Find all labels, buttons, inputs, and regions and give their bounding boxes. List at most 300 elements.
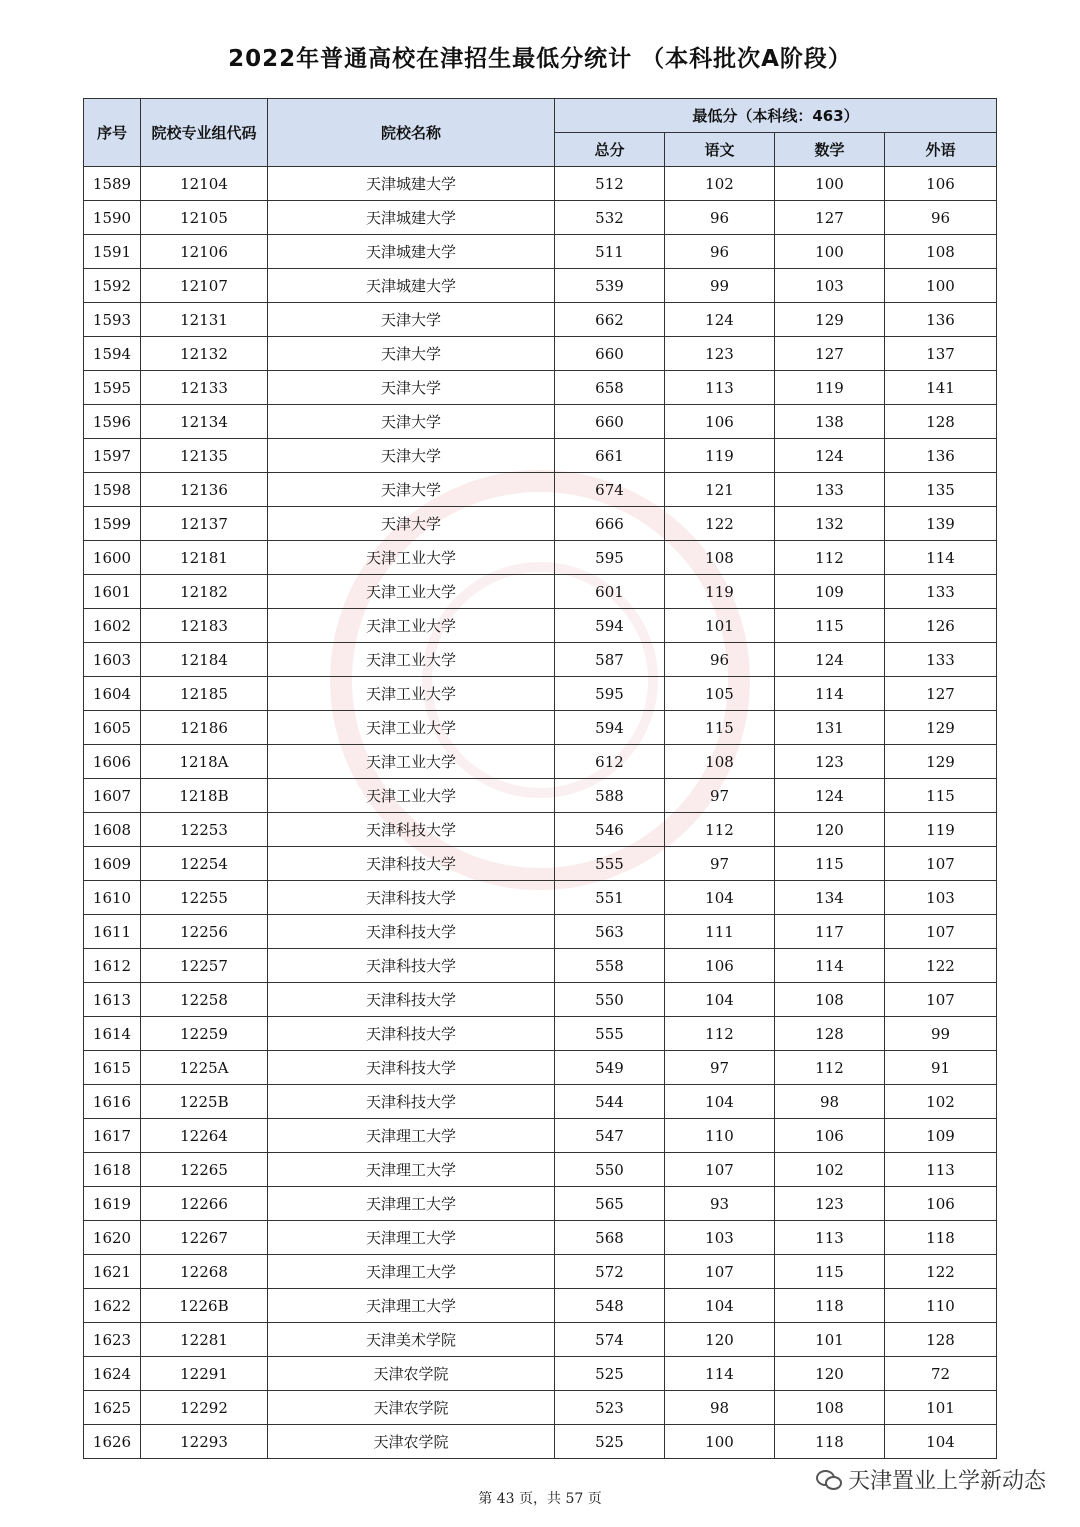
table-row — [84, 1119, 997, 1153]
cell-seq: 1602 — [84, 609, 141, 643]
cell-code: 12183 — [141, 609, 268, 643]
table-row — [84, 405, 997, 439]
cell-code: 12255 — [141, 881, 268, 915]
cell-chinese: 123 — [665, 337, 775, 371]
cell-foreign: 119 — [885, 813, 997, 847]
table-row — [84, 1323, 997, 1357]
cell-school-name: 天津理工大学 — [268, 1119, 555, 1153]
table-row — [84, 881, 997, 915]
cell-seq: 1591 — [84, 235, 141, 269]
cell-foreign: 133 — [885, 643, 997, 677]
table-row — [84, 745, 997, 779]
cell-total: 595 — [555, 677, 665, 711]
cell-math: 101 — [775, 1323, 885, 1357]
table-row — [84, 643, 997, 677]
cell-school-name: 天津理工大学 — [268, 1255, 555, 1289]
cell-chinese: 111 — [665, 915, 775, 949]
cell-total: 547 — [555, 1119, 665, 1153]
cell-foreign: 114 — [885, 541, 997, 575]
header-code: 院校专业组代码 — [141, 99, 268, 167]
cell-chinese: 99 — [665, 269, 775, 303]
cell-seq: 1622 — [84, 1289, 141, 1323]
cell-school-name: 天津工业大学 — [268, 779, 555, 813]
cell-seq: 1609 — [84, 847, 141, 881]
cell-seq: 1601 — [84, 575, 141, 609]
cell-code: 1226B — [141, 1289, 268, 1323]
cell-math: 133 — [775, 473, 885, 507]
cell-code: 12292 — [141, 1391, 268, 1425]
cell-math: 115 — [775, 847, 885, 881]
cell-math: 106 — [775, 1119, 885, 1153]
cell-chinese: 104 — [665, 881, 775, 915]
cell-chinese: 96 — [665, 235, 775, 269]
cell-seq: 1597 — [84, 439, 141, 473]
cell-foreign: 141 — [885, 371, 997, 405]
cell-school-name: 天津农学院 — [268, 1425, 555, 1459]
cell-foreign: 122 — [885, 949, 997, 983]
cell-total: 588 — [555, 779, 665, 813]
table-row — [84, 711, 997, 745]
cell-school-name: 天津工业大学 — [268, 677, 555, 711]
cell-seq: 1613 — [84, 983, 141, 1017]
cell-school-name: 天津大学 — [268, 371, 555, 405]
cell-chinese: 104 — [665, 1289, 775, 1323]
cell-total: 512 — [555, 167, 665, 201]
cell-seq: 1625 — [84, 1391, 141, 1425]
header-seq: 序号 — [84, 99, 141, 167]
table-row — [84, 1221, 997, 1255]
cell-total: 594 — [555, 711, 665, 745]
cell-school-name: 天津理工大学 — [268, 1289, 555, 1323]
cell-foreign: 129 — [885, 711, 997, 745]
table-row — [84, 847, 997, 881]
cell-foreign: 136 — [885, 303, 997, 337]
cell-seq: 1624 — [84, 1357, 141, 1391]
table-row — [84, 235, 997, 269]
header-math: 数学 — [775, 133, 885, 167]
cell-total: 660 — [555, 405, 665, 439]
cell-code: 12104 — [141, 167, 268, 201]
cell-code: 1218B — [141, 779, 268, 813]
cell-total: 563 — [555, 915, 665, 949]
cell-math: 118 — [775, 1425, 885, 1459]
cell-code: 12131 — [141, 303, 268, 337]
cell-foreign: 102 — [885, 1085, 997, 1119]
cell-school-name: 天津城建大学 — [268, 201, 555, 235]
cell-code: 12264 — [141, 1119, 268, 1153]
cell-chinese: 106 — [665, 949, 775, 983]
cell-code: 1218A — [141, 745, 268, 779]
cell-code: 1225A — [141, 1051, 268, 1085]
table-row — [84, 473, 997, 507]
cell-math: 129 — [775, 303, 885, 337]
cell-total: 661 — [555, 439, 665, 473]
cell-math: 118 — [775, 1289, 885, 1323]
cell-math: 102 — [775, 1153, 885, 1187]
table-row — [84, 269, 997, 303]
cell-school-name: 天津科技大学 — [268, 949, 555, 983]
cell-chinese: 122 — [665, 507, 775, 541]
cell-total: 548 — [555, 1289, 665, 1323]
cell-total: 525 — [555, 1357, 665, 1391]
cell-seq: 1620 — [84, 1221, 141, 1255]
cell-math: 115 — [775, 609, 885, 643]
cell-seq: 1598 — [84, 473, 141, 507]
cell-foreign: 128 — [885, 405, 997, 439]
cell-code: 12257 — [141, 949, 268, 983]
cell-seq: 1623 — [84, 1323, 141, 1357]
cell-code: 12186 — [141, 711, 268, 745]
cell-foreign: 107 — [885, 915, 997, 949]
cell-code: 12136 — [141, 473, 268, 507]
cell-foreign: 110 — [885, 1289, 997, 1323]
cell-total: 550 — [555, 1153, 665, 1187]
table-row — [84, 167, 997, 201]
cell-total: 595 — [555, 541, 665, 575]
cell-foreign: 104 — [885, 1425, 997, 1459]
cell-total: 532 — [555, 201, 665, 235]
cell-seq: 1621 — [84, 1255, 141, 1289]
cell-code: 12258 — [141, 983, 268, 1017]
table-row — [84, 201, 997, 235]
cell-chinese: 96 — [665, 201, 775, 235]
cell-math: 123 — [775, 1187, 885, 1221]
cell-school-name: 天津科技大学 — [268, 881, 555, 915]
cell-seq: 1610 — [84, 881, 141, 915]
wechat-account-name: 天津置业上学新动态 — [847, 1469, 1046, 1494]
cell-chinese: 96 — [665, 643, 775, 677]
cell-math: 114 — [775, 677, 885, 711]
table-row — [84, 983, 997, 1017]
cell-foreign: 101 — [885, 1391, 997, 1425]
cell-code: 12133 — [141, 371, 268, 405]
cell-chinese: 101 — [665, 609, 775, 643]
cell-seq: 1605 — [84, 711, 141, 745]
cell-math: 124 — [775, 643, 885, 677]
cell-seq: 1611 — [84, 915, 141, 949]
table-row — [84, 541, 997, 575]
header-min-score: 最低分（本科线：463） — [555, 99, 997, 133]
cell-code: 12132 — [141, 337, 268, 371]
table-row — [84, 949, 997, 983]
cell-math: 108 — [775, 983, 885, 1017]
cell-foreign: 113 — [885, 1153, 997, 1187]
cell-foreign: 128 — [885, 1323, 997, 1357]
cell-chinese: 97 — [665, 847, 775, 881]
cell-math: 131 — [775, 711, 885, 745]
cell-foreign: 122 — [885, 1255, 997, 1289]
cell-code: 12253 — [141, 813, 268, 847]
cell-seq: 1595 — [84, 371, 141, 405]
cell-math: 108 — [775, 1391, 885, 1425]
table-row — [84, 1255, 997, 1289]
table-row — [84, 609, 997, 643]
table-row — [84, 779, 997, 813]
cell-seq: 1614 — [84, 1017, 141, 1051]
cell-math: 117 — [775, 915, 885, 949]
cell-chinese: 115 — [665, 711, 775, 745]
cell-chinese: 119 — [665, 439, 775, 473]
cell-foreign: 107 — [885, 847, 997, 881]
cell-chinese: 120 — [665, 1323, 775, 1357]
cell-math: 98 — [775, 1085, 885, 1119]
cell-chinese: 110 — [665, 1119, 775, 1153]
wechat-icon — [816, 1470, 842, 1490]
cell-code: 12181 — [141, 541, 268, 575]
score-table — [83, 98, 997, 1459]
cell-code: 12107 — [141, 269, 268, 303]
cell-math: 112 — [775, 1051, 885, 1085]
cell-chinese: 113 — [665, 371, 775, 405]
cell-total: 660 — [555, 337, 665, 371]
table-row — [84, 1051, 997, 1085]
cell-code: 12266 — [141, 1187, 268, 1221]
cell-total: 550 — [555, 983, 665, 1017]
cell-chinese: 114 — [665, 1357, 775, 1391]
cell-seq: 1604 — [84, 677, 141, 711]
cell-school-name: 天津理工大学 — [268, 1221, 555, 1255]
cell-math: 132 — [775, 507, 885, 541]
cell-math: 100 — [775, 235, 885, 269]
cell-seq: 1600 — [84, 541, 141, 575]
cell-total: 565 — [555, 1187, 665, 1221]
cell-school-name: 天津大学 — [268, 303, 555, 337]
cell-math: 113 — [775, 1221, 885, 1255]
cell-seq: 1596 — [84, 405, 141, 439]
cell-school-name: 天津科技大学 — [268, 1051, 555, 1085]
header-total: 总分 — [555, 133, 665, 167]
cell-seq: 1589 — [84, 167, 141, 201]
cell-chinese: 119 — [665, 575, 775, 609]
cell-school-name: 天津工业大学 — [268, 745, 555, 779]
cell-school-name: 天津大学 — [268, 439, 555, 473]
cell-total: 601 — [555, 575, 665, 609]
cell-seq: 1608 — [84, 813, 141, 847]
cell-foreign: 137 — [885, 337, 997, 371]
cell-math: 124 — [775, 779, 885, 813]
cell-seq: 1618 — [84, 1153, 141, 1187]
cell-code: 12106 — [141, 235, 268, 269]
cell-seq: 1619 — [84, 1187, 141, 1221]
cell-math: 103 — [775, 269, 885, 303]
cell-chinese: 108 — [665, 745, 775, 779]
cell-chinese: 103 — [665, 1221, 775, 1255]
table-row — [84, 677, 997, 711]
cell-math: 120 — [775, 1357, 885, 1391]
cell-foreign: 133 — [885, 575, 997, 609]
cell-code: 12291 — [141, 1357, 268, 1391]
cell-chinese: 97 — [665, 1051, 775, 1085]
cell-total: 555 — [555, 847, 665, 881]
cell-chinese: 124 — [665, 303, 775, 337]
cell-code: 12134 — [141, 405, 268, 439]
cell-seq: 1593 — [84, 303, 141, 337]
cell-chinese: 107 — [665, 1153, 775, 1187]
cell-foreign: 107 — [885, 983, 997, 1017]
cell-code: 12182 — [141, 575, 268, 609]
cell-seq: 1617 — [84, 1119, 141, 1153]
cell-math: 134 — [775, 881, 885, 915]
cell-chinese: 98 — [665, 1391, 775, 1425]
cell-school-name: 天津科技大学 — [268, 983, 555, 1017]
table-row — [84, 813, 997, 847]
header-foreign: 外语 — [885, 133, 997, 167]
cell-foreign: 91 — [885, 1051, 997, 1085]
cell-code: 1225B — [141, 1085, 268, 1119]
cell-math: 120 — [775, 813, 885, 847]
cell-school-name: 天津城建大学 — [268, 167, 555, 201]
cell-school-name: 天津科技大学 — [268, 1017, 555, 1051]
cell-school-name: 天津美术学院 — [268, 1323, 555, 1357]
cell-code: 12268 — [141, 1255, 268, 1289]
cell-code: 12281 — [141, 1323, 268, 1357]
cell-seq: 1599 — [84, 507, 141, 541]
table-row — [84, 337, 997, 371]
cell-foreign: 135 — [885, 473, 997, 507]
cell-total: 612 — [555, 745, 665, 779]
cell-chinese: 121 — [665, 473, 775, 507]
table-row — [84, 1017, 997, 1051]
cell-total: 662 — [555, 303, 665, 337]
cell-math: 112 — [775, 541, 885, 575]
cell-code: 12293 — [141, 1425, 268, 1459]
cell-seq: 1590 — [84, 201, 141, 235]
cell-math: 124 — [775, 439, 885, 473]
table-row — [84, 1153, 997, 1187]
page-number: 第 43 页，共 57 页 — [478, 1491, 602, 1507]
header-name: 院校名称 — [268, 99, 555, 167]
cell-math: 123 — [775, 745, 885, 779]
cell-math: 100 — [775, 167, 885, 201]
table-row — [84, 439, 997, 473]
cell-total: 674 — [555, 473, 665, 507]
cell-math: 115 — [775, 1255, 885, 1289]
table-row — [84, 1289, 997, 1323]
cell-code: 12185 — [141, 677, 268, 711]
cell-total: 594 — [555, 609, 665, 643]
cell-school-name: 天津工业大学 — [268, 643, 555, 677]
cell-school-name: 天津科技大学 — [268, 847, 555, 881]
cell-foreign: 136 — [885, 439, 997, 473]
cell-code: 12137 — [141, 507, 268, 541]
table-row — [84, 915, 997, 949]
cell-foreign: 100 — [885, 269, 997, 303]
page-title: 2022年普通高校在津招生最低分统计 （本科批次A阶段） — [228, 46, 852, 72]
cell-foreign: 115 — [885, 779, 997, 813]
cell-total: 546 — [555, 813, 665, 847]
cell-school-name: 天津理工大学 — [268, 1187, 555, 1221]
cell-school-name: 天津城建大学 — [268, 235, 555, 269]
cell-foreign: 99 — [885, 1017, 997, 1051]
cell-math: 127 — [775, 337, 885, 371]
cell-school-name: 天津大学 — [268, 337, 555, 371]
cell-code: 12267 — [141, 1221, 268, 1255]
cell-foreign: 106 — [885, 167, 997, 201]
cell-seq: 1626 — [84, 1425, 141, 1459]
table-row — [84, 1357, 997, 1391]
cell-foreign: 72 — [885, 1357, 997, 1391]
cell-code: 12184 — [141, 643, 268, 677]
table-row — [84, 1085, 997, 1119]
table-row — [84, 1391, 997, 1425]
cell-seq: 1612 — [84, 949, 141, 983]
cell-total: 525 — [555, 1425, 665, 1459]
cell-math: 114 — [775, 949, 885, 983]
cell-total: 572 — [555, 1255, 665, 1289]
cell-total: 551 — [555, 881, 665, 915]
cell-foreign: 126 — [885, 609, 997, 643]
cell-school-name: 天津大学 — [268, 473, 555, 507]
cell-total: 544 — [555, 1085, 665, 1119]
cell-foreign: 139 — [885, 507, 997, 541]
cell-school-name: 天津科技大学 — [268, 1085, 555, 1119]
cell-school-name: 天津理工大学 — [268, 1153, 555, 1187]
cell-total: 539 — [555, 269, 665, 303]
cell-code: 12256 — [141, 915, 268, 949]
cell-code: 12254 — [141, 847, 268, 881]
cell-foreign: 96 — [885, 201, 997, 235]
cell-math: 128 — [775, 1017, 885, 1051]
cell-total: 587 — [555, 643, 665, 677]
cell-school-name: 天津科技大学 — [268, 915, 555, 949]
cell-code: 12265 — [141, 1153, 268, 1187]
cell-math: 138 — [775, 405, 885, 439]
cell-foreign: 127 — [885, 677, 997, 711]
cell-seq: 1606 — [84, 745, 141, 779]
cell-school-name: 天津农学院 — [268, 1391, 555, 1425]
cell-seq: 1592 — [84, 269, 141, 303]
cell-foreign: 106 — [885, 1187, 997, 1221]
cell-foreign: 118 — [885, 1221, 997, 1255]
table-row — [84, 1425, 997, 1459]
cell-school-name: 天津工业大学 — [268, 541, 555, 575]
cell-foreign: 108 — [885, 235, 997, 269]
cell-seq: 1615 — [84, 1051, 141, 1085]
cell-code: 12259 — [141, 1017, 268, 1051]
cell-foreign: 129 — [885, 745, 997, 779]
cell-chinese: 104 — [665, 983, 775, 1017]
cell-school-name: 天津工业大学 — [268, 609, 555, 643]
cell-chinese: 112 — [665, 813, 775, 847]
cell-code: 12105 — [141, 201, 268, 235]
cell-total: 666 — [555, 507, 665, 541]
cell-chinese: 97 — [665, 779, 775, 813]
cell-code: 12135 — [141, 439, 268, 473]
cell-total: 658 — [555, 371, 665, 405]
cell-foreign: 103 — [885, 881, 997, 915]
cell-school-name: 天津农学院 — [268, 1357, 555, 1391]
cell-foreign: 109 — [885, 1119, 997, 1153]
cell-total: 555 — [555, 1017, 665, 1051]
cell-school-name: 天津工业大学 — [268, 575, 555, 609]
cell-chinese: 102 — [665, 167, 775, 201]
cell-chinese: 112 — [665, 1017, 775, 1051]
cell-seq: 1603 — [84, 643, 141, 677]
cell-seq: 1607 — [84, 779, 141, 813]
cell-school-name: 天津科技大学 — [268, 813, 555, 847]
table-row — [84, 303, 997, 337]
cell-chinese: 93 — [665, 1187, 775, 1221]
table-body — [84, 167, 997, 1459]
cell-school-name: 天津城建大学 — [268, 269, 555, 303]
wechat-watermark — [816, 1464, 1046, 1495]
cell-total: 568 — [555, 1221, 665, 1255]
cell-total: 558 — [555, 949, 665, 983]
cell-chinese: 104 — [665, 1085, 775, 1119]
cell-chinese: 105 — [665, 677, 775, 711]
cell-seq: 1594 — [84, 337, 141, 371]
cell-total: 549 — [555, 1051, 665, 1085]
